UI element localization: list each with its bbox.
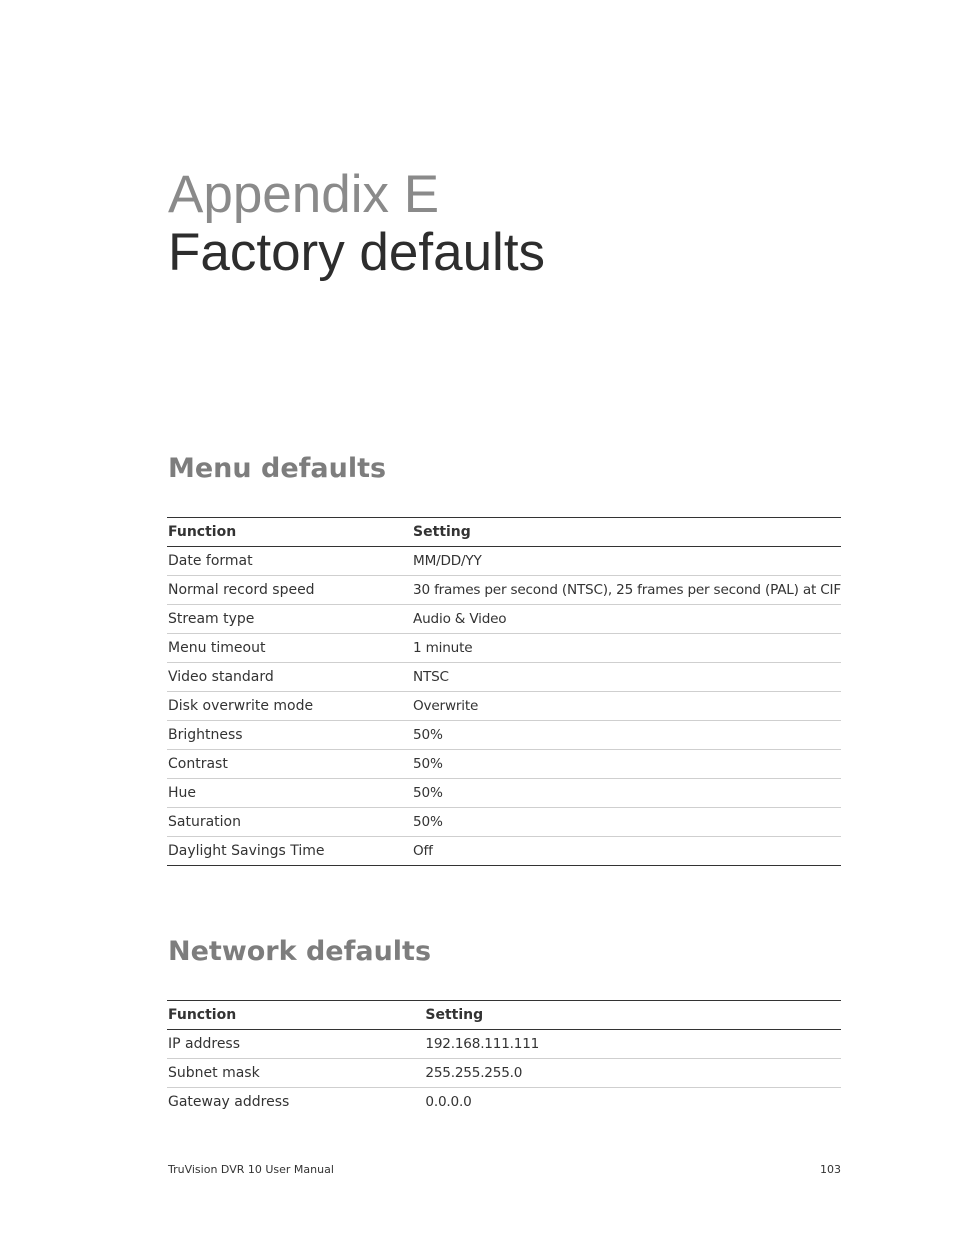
function-cell: Stream type — [168, 611, 255, 627]
setting-cell: 0.0.0.0 — [425, 1094, 472, 1110]
function-cell: Video standard — [168, 669, 274, 685]
table-row — [167, 576, 841, 605]
footer-manual-name: TruVision DVR 10 User Manual — [168, 1163, 334, 1176]
table-row — [167, 721, 841, 750]
table-row — [167, 779, 841, 808]
table-row — [167, 1088, 841, 1117]
network-defaults-table — [167, 1000, 841, 1116]
function-cell: Brightness — [168, 727, 243, 743]
table-row — [167, 634, 841, 663]
setting-cell: Off — [413, 843, 433, 859]
setting-cell: 50% — [413, 785, 443, 801]
chapter-heading: Factory defaults — [168, 223, 546, 282]
menu-defaults-table — [167, 517, 841, 866]
setting-cell: 30 frames per second (NTSC), 25 frames per second (PAL) at CIF — [413, 582, 841, 598]
setting-cell: Audio & Video — [413, 611, 507, 627]
table-row — [167, 1030, 841, 1059]
function-cell: Gateway address — [168, 1094, 290, 1110]
setting-cell: 50% — [413, 756, 443, 772]
setting-cell: NTSC — [413, 669, 449, 685]
setting-cell: Overwrite — [413, 698, 479, 714]
table-row — [167, 605, 841, 634]
setting-cell: 1 minute — [413, 640, 473, 656]
table-row — [167, 547, 841, 576]
table-row — [167, 808, 841, 837]
function-cell: Contrast — [168, 756, 228, 772]
table-row — [167, 750, 841, 779]
menu-defaults-heading: Menu defaults — [168, 453, 387, 484]
setting-cell: MM/DD/YY — [413, 553, 482, 569]
function-cell: IP address — [168, 1036, 241, 1052]
network-defaults-heading: Network defaults — [168, 936, 432, 967]
table-row — [167, 692, 841, 721]
appendix-label: Appendix E — [168, 165, 440, 224]
setting-cell: 255.255.255.0 — [425, 1065, 523, 1081]
function-cell: Normal record speed — [168, 582, 315, 598]
column-header-function: Function — [168, 524, 237, 540]
function-cell: Date format — [168, 553, 253, 569]
column-header-setting: Setting — [413, 524, 471, 540]
chapter-title — [168, 166, 868, 282]
function-cell: Subnet mask — [168, 1065, 260, 1081]
table-header-row — [167, 518, 841, 547]
function-cell: Hue — [168, 785, 197, 801]
footer-page-number: 103 — [820, 1163, 841, 1176]
table-row — [167, 663, 841, 692]
table-row — [167, 1059, 841, 1088]
function-cell: Saturation — [168, 814, 241, 830]
function-cell: Menu timeout — [168, 640, 266, 656]
setting-cell: 192.168.111.111 — [425, 1036, 540, 1052]
table-header-row — [167, 1001, 841, 1030]
column-header-function: Function — [168, 1007, 237, 1023]
setting-cell: 50% — [413, 727, 443, 743]
column-header-setting: Setting — [425, 1007, 484, 1023]
table-row — [167, 837, 841, 866]
function-cell: Daylight Savings Time — [168, 843, 325, 859]
function-cell: Disk overwrite mode — [168, 698, 314, 714]
setting-cell: 50% — [413, 814, 443, 830]
